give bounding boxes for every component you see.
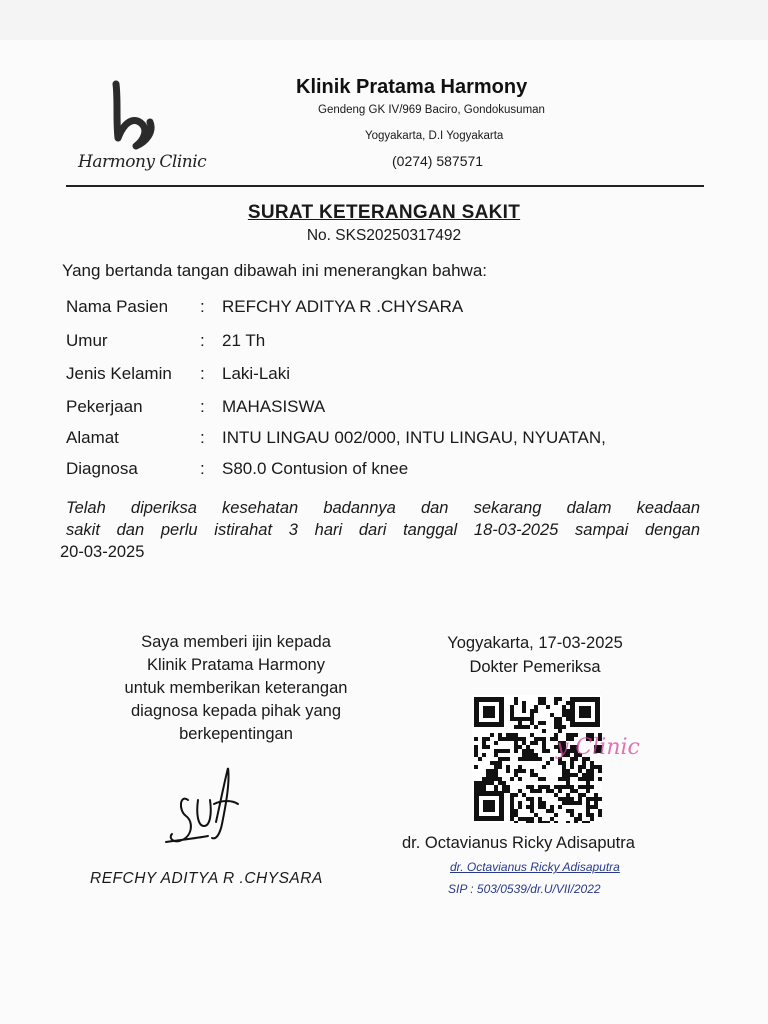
clinic-logo-icon xyxy=(106,80,162,152)
field-row-jenis-kelamin xyxy=(66,364,290,384)
document-number: No. SKS20250317492 xyxy=(306,227,462,244)
field-value: S80.0 Contusion of knee xyxy=(222,459,409,478)
statement-line: 20-03-2025 xyxy=(60,543,145,561)
field-separator: : xyxy=(200,397,205,416)
doctor-sip-number: SIP : 503/0539/dr.U/VII/2022 xyxy=(448,882,601,896)
clinic-phone: (0274) 587571 xyxy=(392,153,484,169)
field-value: MAHASISWA xyxy=(222,397,326,416)
consent-line: untuk memberikan keterangan xyxy=(124,679,348,697)
statement-line: sakit dan perlu istirahat 3 hari dari tanggal 18-03-2025 sampai dengan xyxy=(66,521,700,539)
clinic-address-line1: Gendeng GK IV/969 Baciro, Gondokusuman xyxy=(318,104,545,116)
doctor-handwritten-name: dr. Octavianus Ricky Adisaputra xyxy=(450,860,620,874)
header-divider xyxy=(66,185,704,187)
field-label: Diagnosa xyxy=(66,459,138,478)
consent-line: Klinik Pratama Harmony xyxy=(147,656,325,674)
patient-consent xyxy=(86,631,386,746)
field-label: Nama Pasien xyxy=(66,297,169,316)
sick-leave-statement xyxy=(60,497,700,563)
field-separator: : xyxy=(200,459,205,478)
document-title: SURAT KETERANGAN SAKIT xyxy=(247,202,521,223)
clinic-stamp: y Clinic xyxy=(556,735,640,760)
field-separator: : xyxy=(200,297,205,316)
field-label: Alamat xyxy=(66,428,119,447)
field-separator: : xyxy=(200,364,205,383)
field-label: Jenis Kelamin xyxy=(66,364,172,383)
field-row-pekerjaan xyxy=(66,397,325,417)
doctor-name: dr. Octavianus Ricky Adisaputra xyxy=(402,834,635,852)
consent-line: berkepentingan xyxy=(179,725,293,743)
field-label: Pekerjaan xyxy=(66,397,143,416)
field-row-alamat xyxy=(66,428,606,448)
field-row-nama-pasien xyxy=(66,297,463,317)
field-value: INTU LINGAU 002/000, INTU LINGAU, NYUATAN, xyxy=(222,428,606,447)
field-row-diagnosa xyxy=(66,459,408,479)
patient-signature xyxy=(150,760,250,855)
doctor-role: Dokter Pemeriksa xyxy=(469,658,601,676)
field-label: Umur xyxy=(66,331,108,350)
statement-line: Telah diperiksa kesehatan badannya dan sekarang dalam keadaan xyxy=(66,499,700,517)
patient-signature-name: REFCHY ADITYA R .CHYSARA xyxy=(90,870,323,887)
clinic-logo-text: Harmony Clinic xyxy=(78,152,207,172)
clinic-address-line2: Yogyakarta, D.I Yogyakarta xyxy=(365,130,504,142)
field-value: REFCHY ADITYA R .CHYSARA xyxy=(222,297,464,316)
field-separator: : xyxy=(200,428,205,447)
clinic-name: Klinik Pratama Harmony xyxy=(296,76,528,98)
intro-text: Yang bertanda tangan dibawah ini menerangkan bahwa: xyxy=(62,261,487,280)
place-and-date: Yogyakarta, 17-03-2025 xyxy=(447,634,623,652)
field-row-umur xyxy=(66,331,265,351)
field-separator: : xyxy=(200,331,205,350)
field-value: 21 Th xyxy=(222,331,266,350)
consent-line: Saya memberi ijin kepada xyxy=(141,633,331,651)
consent-line: diagnosa kepada pihak yang xyxy=(130,702,342,720)
field-value: Laki-Laki xyxy=(222,364,291,383)
